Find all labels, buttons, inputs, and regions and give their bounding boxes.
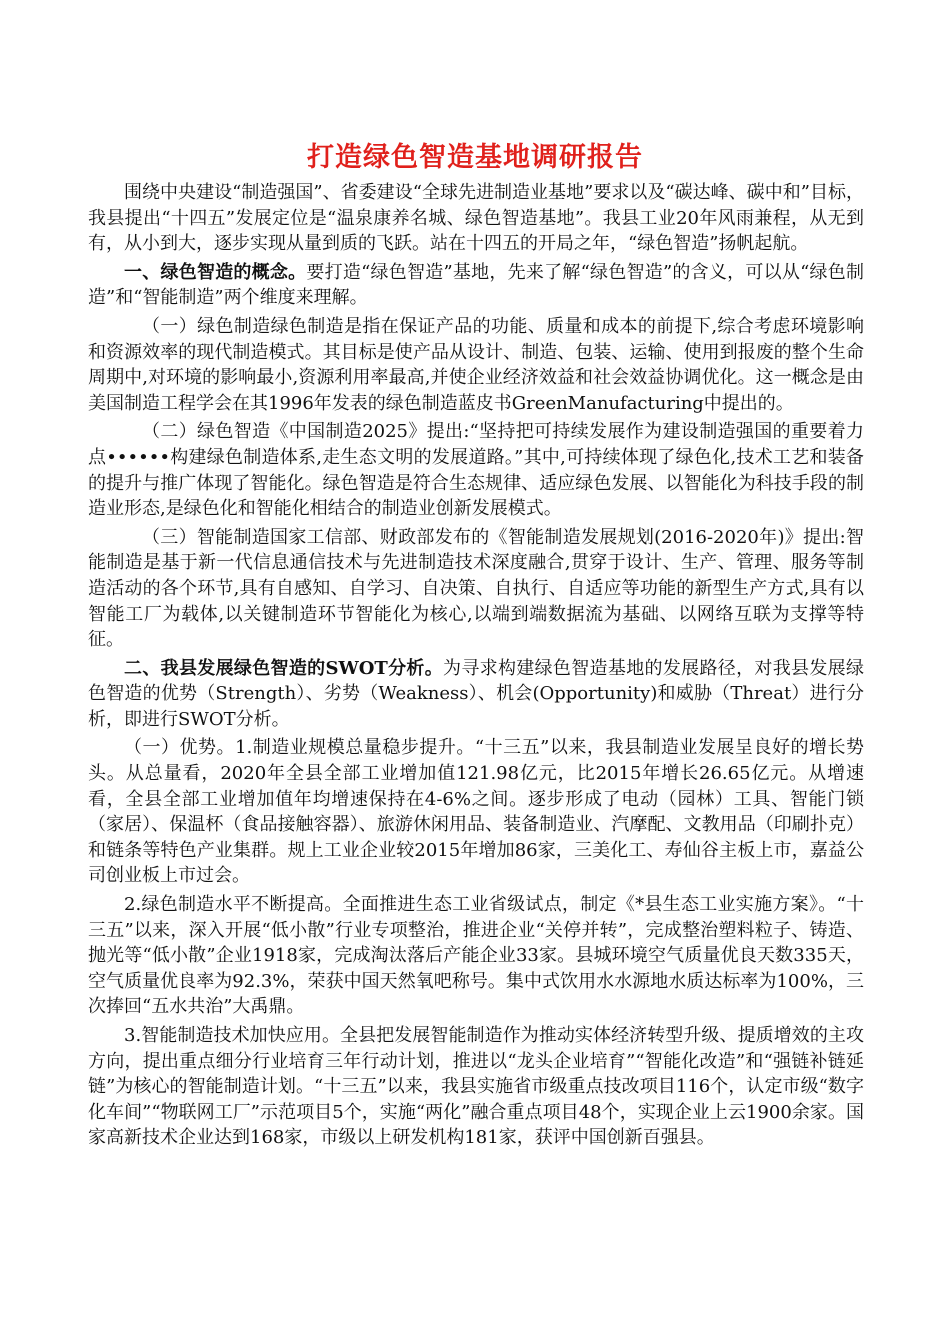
advantage-3-paragraph: 3.智能制造技术加快应用。全县把发展智能制造作为推动实体经济转型升级、提质增效的主攻方向，提出重点细分行业培育三年行动计划，推进以“龙头企业培育”“智能化改造”和“强链补链延链”为核心的智能制造计划。“十三五”以来，我县实施省市级重点技改项目116个，认定市级“数字化车间”“物联网工厂”示范项目5个，实施“两化”融合重点项目48个，实现企业上云1900余家。国家高新技术企业达到168家，市级以上研发机构181家，获评中国创新百强县。 <box>88 1025 864 1149</box>
section-1-text: 要打造“绿色智造”基地，先来了解“绿色智造”的含义，可以从“绿色制造”和“智能制造”两个维度来理解。 <box>88 261 865 309</box>
section-1-paragraph <box>88 260 864 311</box>
advantage-1-paragraph: （一）优势。1.制造业规模总量稳步提升。“十三五”以来，我县制造业发展呈良好的增长势头。从总量看，2020年全县全部工业增加值121.98亿元，比2015年增长26.65亿元。从增速看，全县全部工业增加值年均增速保持在4-6%之间。逐步形成了电动（园林）工具、智能门锁（家居）、保温杯（食品接触容器）、旅游休闲用品、装备制造业、汽摩配、文教用品（印刷扑克）和链条等特色产业集群。规上工业企业较2015年增加86家，三美化工、寿仙谷主板上市，嘉益公司创业板上市过会。 <box>88 737 864 887</box>
document-title: 打造绿色智造基地调研报告 <box>307 142 643 173</box>
section-2-heading: 二、我县发展绿色智造的SWOT分析。 <box>124 657 444 679</box>
intro-paragraph: 围绕中央建设“制造强国”、省委建设“全球先进制造业基地”要求以及“碳达峰、碳中和”目标，我县提出“十四五”发展定位是“温泉康养名城、绿色智造基地”。我县工业20年风雨兼程，从无到有，从小到大，逐步实现从量到质的飞跃。站在十四五的开局之年，“绿色智造”扬帆起航。 <box>88 182 864 255</box>
section-2-paragraph <box>88 656 864 733</box>
section-2-text: 为寻求构建绿色智造基地的发展路径，对我县发展绿色智造的优势（Strength）、劣势（Weakness）、机会(Opportunity)和威胁（Threat）进行分析，即进行SWOT分析。 <box>88 657 864 730</box>
item-3-paragraph: （三）智能制造国家工信部、财政部发布的《智能制造发展规划(2016-2020年)》提出:智能制造是基于新一代信息通信技术与先进制造技术深度融合,贯穿于设计、生产、管理、服务等制造活动的各个环节,具有自感知、自学习、自决策、自执行、自适应等功能的新型生产方式,具有以智能工厂为载体,以关键制造环节智能化为核心,以端到端数据流为基础、以网络互联为支撑等特征。 <box>88 526 864 651</box>
section-1-heading: 一、绿色智造的概念。 <box>124 261 307 283</box>
advantage-2-paragraph: 2.绿色制造水平不断提高。全面推进生态工业省级试点，制定《*县生态工业实施方案》。“十三五”以来，深入开展“低小散”行业专项整治，推进企业“关停并转”，完成整治塑料粒子、铸造、抛光等“低小散”企业1918家，完成淘汰落后产能企业33家。县城环境空气质量优良天数335天，空气质量优良率为92.3%，荣获中国天然氧吧称号。集中式饮用水水源地水质达标率为100%，三次捧回“五水共治”大禹鼎。 <box>88 894 864 1018</box>
document-body <box>88 180 864 1154</box>
item-2-paragraph: （二）绿色智造《中国制造2025》提出:“坚持把可持续发展作为建设制造强国的重要着力点••••••构建绿色制造体系,走生态文明的发展道路。”其中,可持续体现了绿色化,技术工艺和装备的提升与推广体现了智能化。绿色智造是符合生态规律、适应绿色发展、以智能化为科技手段的制造业形态,是绿色化和智能化相结合的制造业创新发展模式。 <box>88 421 864 520</box>
item-1-paragraph: （一）绿色制造绿色制造是指在保证产品的功能、质量和成本的前提下,综合考虑环境影响和资源效率的现代制造模式。其目标是使产品从设计、制造、包装、运输、使用到报废的整个生命周期中,对环境的影响最小,资源利用率最高,并使企业经济效益和社会效益协调优化。这一概念是由美国制造工程学会在其1996年发表的绿色制造蓝皮书GreenManufacturing中提出的。 <box>88 315 864 414</box>
